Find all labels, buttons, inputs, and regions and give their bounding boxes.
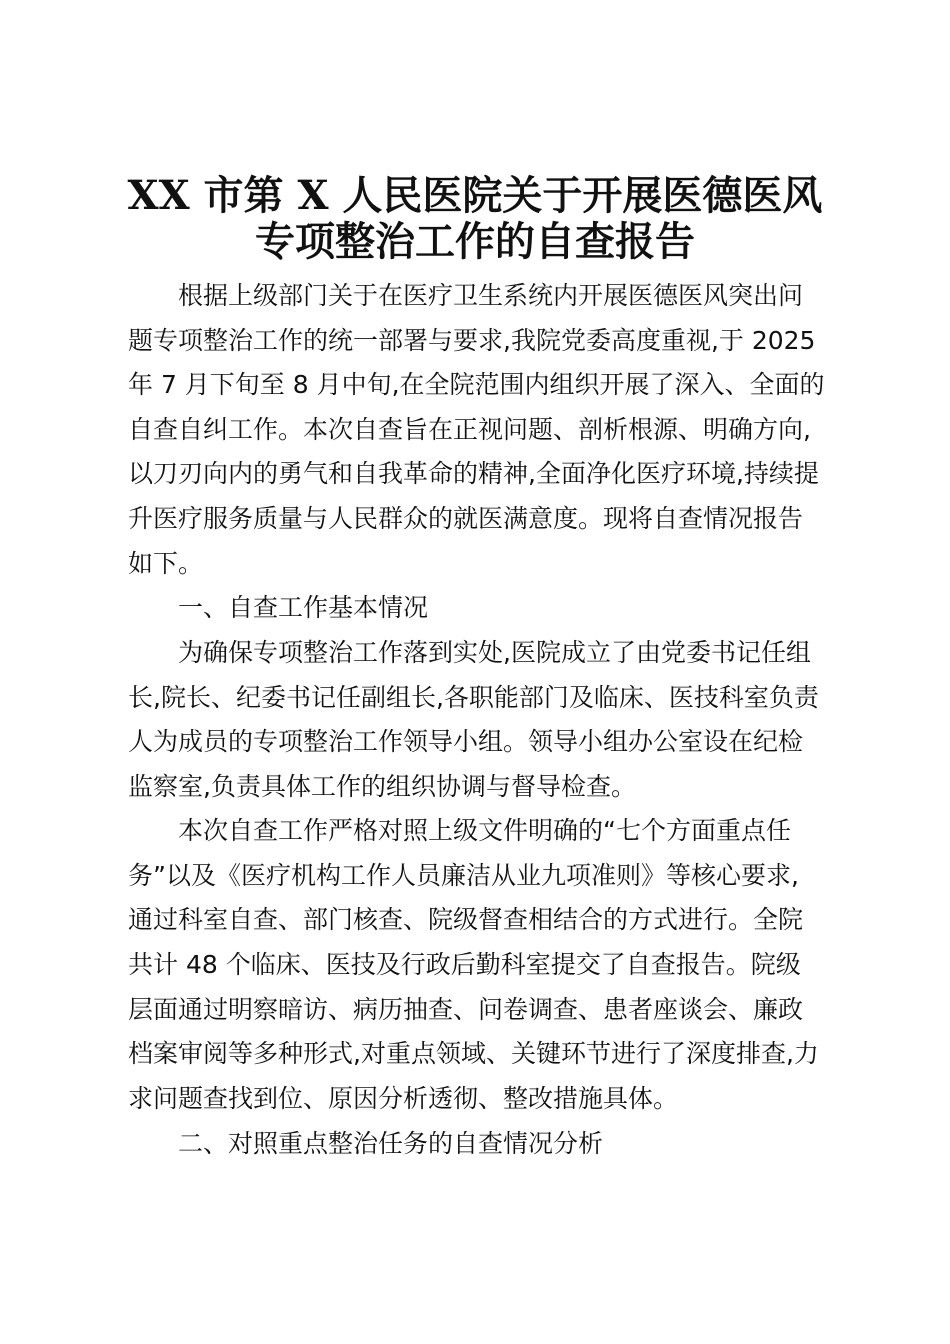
section-heading-2: 二、对照重点整治任务的自查情况分析 <box>178 1129 604 1158</box>
paragraph-intro-line: 题专项整治工作的统一部署与要求,我院党委高度重视,于 2025 <box>128 326 816 355</box>
paragraph-intro-line: 如下。 <box>128 549 204 578</box>
paragraph-method-line: 层面通过明察暗访、病历抽查、问卷调查、患者座谈会、廉政 <box>128 995 804 1024</box>
paragraph-method-line: 本次自查工作严格对照上级文件明确的“七个方面重点任 <box>178 816 791 845</box>
paragraph-method-line: 档案审阅等多种形式,对重点领域、关键环节进行了深度排查,力 <box>128 1039 819 1068</box>
paragraph-method-line: 共计 48 个临床、医技及行政后勤科室提交了自查报告。院级 <box>128 950 801 979</box>
paragraph-intro-line: 根据上级部门关于在医疗卫生系统内开展医德医风突出问 <box>178 281 804 310</box>
section-heading-1: 一、自查工作基本情况 <box>178 593 429 622</box>
paragraph-leadership-line: 长,院长、纪委书记任副组长,各职能部门及临床、医技科室负责 <box>128 683 819 712</box>
paragraph-intro-line: 自查自纠工作。本次自查旨在正视问题、剖析根源、明确方向, <box>128 415 811 444</box>
paragraph-intro-line: 升医疗服务质量与人民群众的就医满意度。现将自查情况报告 <box>128 504 804 533</box>
paragraph-leadership-line: 监察室,负责具体工作的组织协调与督导检查。 <box>128 772 636 801</box>
document-title-line-1: XX 市第 X 人民医院关于开展医德医风 <box>127 172 823 219</box>
paragraph-intro-line: 年 7 月下旬至 8 月中旬,在全院范围内组织开展了深入、全面的 <box>128 370 825 399</box>
paragraph-method-line: 务”以及《医疗机构工作人员廉洁从业九项准则》等核心要求, <box>128 861 799 890</box>
paragraph-leadership-line: 人为成员的专项整治工作领导小组。领导小组办公室设在纪检 <box>128 727 804 756</box>
paragraph-intro-line: 以刀刃向内的勇气和自我革命的精神,全面净化医疗环境,持续提 <box>128 459 819 488</box>
paragraph-method-line: 通过科室自查、部门核查、院级督查相结合的方式进行。全院 <box>128 905 804 934</box>
paragraph-method-line: 求问题查找到位、原因分析透彻、整改措施具体。 <box>128 1084 679 1113</box>
paragraph-leadership-line: 为确保专项整治工作落到实处,医院成立了由党委书记任组 <box>178 638 811 667</box>
document-title-line-2: 专项整治工作的自查报告 <box>255 218 695 265</box>
